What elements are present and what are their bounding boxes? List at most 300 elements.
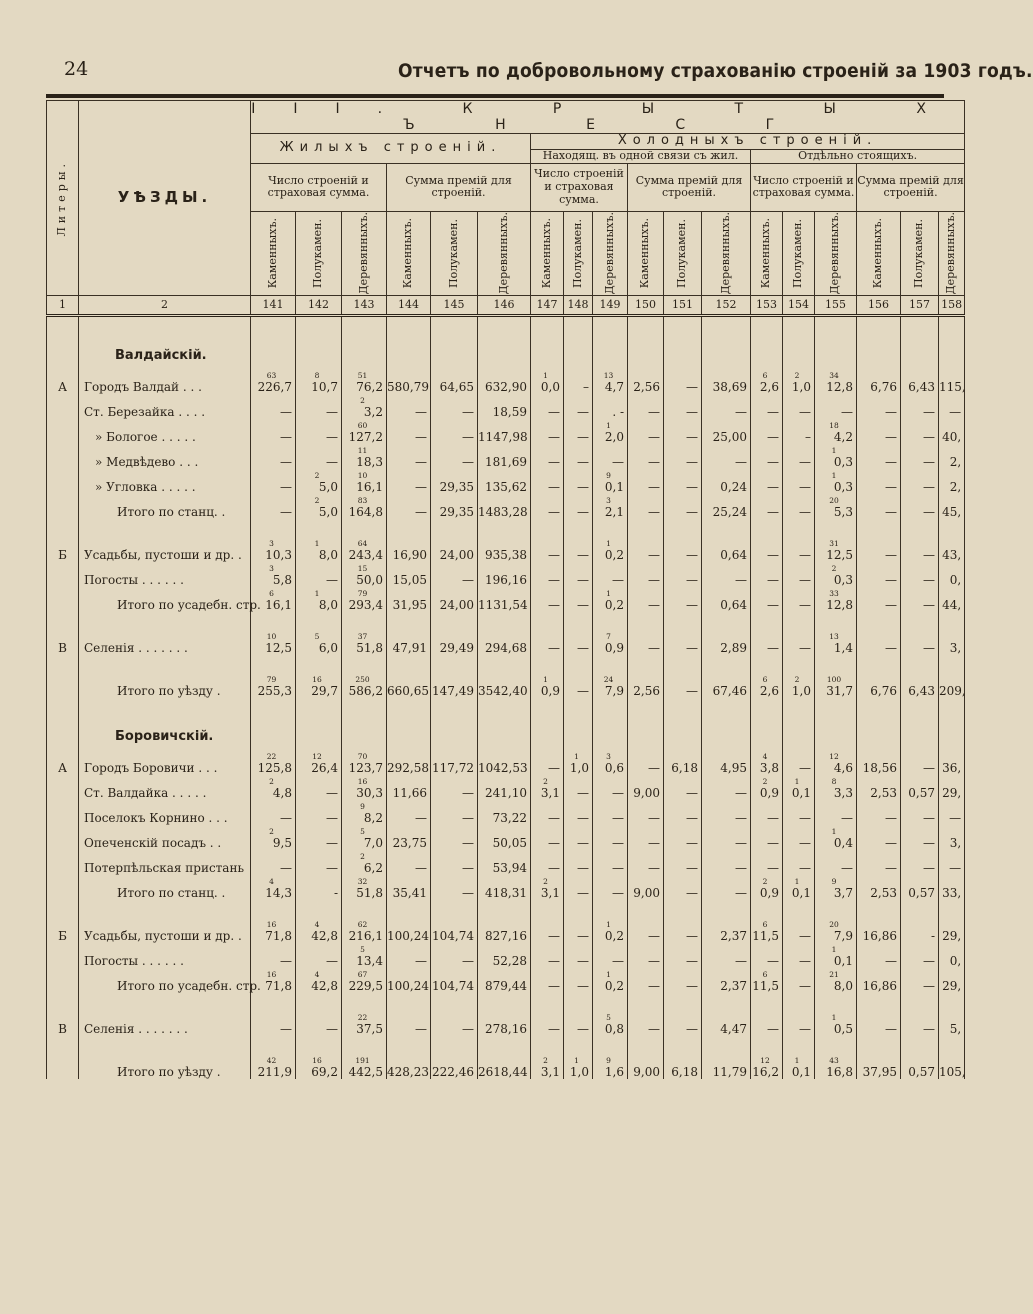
building-count (628, 777, 660, 786)
building-count (564, 632, 589, 641)
value-cell (531, 800, 564, 825)
amount: 1131,54 (478, 597, 528, 612)
amount: — (799, 928, 811, 943)
building-count (702, 877, 747, 886)
value-cell (815, 1054, 857, 1079)
amount: 100,24 (387, 928, 429, 943)
value-cell (296, 1054, 342, 1079)
value-cell (702, 562, 751, 587)
spacer-row (47, 1036, 965, 1054)
header-premium-detached: Сумма премій для строеній. (857, 163, 965, 211)
building-count (564, 945, 589, 954)
amount: — (612, 860, 624, 875)
amount: — (577, 640, 589, 655)
value-cell (783, 537, 815, 562)
empty-cell (939, 716, 965, 750)
amount: — (415, 504, 427, 519)
place-name: » Бологое . . . . . (79, 419, 251, 444)
place-name: Итого по станц. . (79, 494, 251, 519)
header-section: III. К Р Ы Т Ы Х Ъ Н Е С Г (251, 101, 964, 134)
amount: — (686, 597, 698, 612)
amount: 69,2 (311, 1064, 338, 1079)
building-count (751, 945, 779, 954)
building-count (531, 827, 560, 836)
building-count (664, 589, 698, 598)
building-count (702, 852, 747, 861)
amount: — (415, 953, 427, 968)
amount: 0,2 (604, 978, 624, 993)
building-count (431, 632, 474, 641)
building-count (901, 471, 935, 480)
amount: 117,72 (432, 760, 474, 775)
value-cell (664, 587, 702, 612)
value-cell (857, 673, 901, 698)
value-cell (857, 775, 901, 800)
spacer-cell (387, 900, 431, 918)
value-cell (431, 1054, 478, 1079)
amount: 30,3 (356, 785, 383, 800)
building-count: 100 (826, 674, 842, 684)
amount: — (767, 597, 779, 612)
value-cell (664, 968, 702, 993)
building-count (664, 970, 698, 979)
amount: 135,62 (485, 479, 527, 494)
amount: — (462, 572, 474, 587)
column-number: 156 (857, 295, 901, 315)
building-count: 79 (266, 674, 277, 684)
building-count (783, 827, 811, 836)
amount: 660,65 (387, 683, 429, 698)
value-cell (815, 537, 857, 562)
spacer-cell (815, 315, 857, 335)
value-cell (702, 750, 751, 775)
building-count (783, 802, 811, 811)
spacer-cell (47, 655, 79, 673)
amount: — (686, 835, 698, 850)
spacer-cell (431, 1036, 478, 1054)
building-count (815, 852, 853, 861)
amount: 76,2 (356, 379, 383, 394)
spacer-cell (47, 698, 79, 716)
spacer-cell (815, 612, 857, 630)
amount: — (548, 640, 560, 655)
amount: 9,00 (633, 1064, 660, 1079)
empty-cell (564, 335, 593, 369)
spacer-cell (296, 1036, 342, 1054)
building-count (431, 945, 474, 954)
column-number: 144 (387, 295, 431, 315)
building-count (702, 371, 747, 380)
value-cell (531, 562, 564, 587)
amount: — (735, 404, 747, 419)
value-cell (783, 850, 815, 875)
amount: 40, (942, 429, 962, 444)
value-cell (815, 673, 857, 698)
building-count (664, 877, 698, 886)
building-count (564, 1013, 589, 1022)
amount: — (415, 404, 427, 419)
building-count (593, 777, 624, 786)
building-count (593, 396, 624, 405)
value-cell (593, 394, 628, 419)
amount: — (612, 785, 624, 800)
spacer-cell (564, 1036, 593, 1054)
value-cell (628, 918, 664, 943)
spacer-row (47, 993, 965, 1011)
table-row (47, 469, 965, 494)
building-count (857, 777, 897, 786)
building-count (431, 777, 474, 786)
amount: — (612, 810, 624, 825)
building-count: 4 (314, 969, 320, 979)
amount: — (612, 835, 624, 850)
building-count (251, 396, 292, 405)
value-cell (815, 968, 857, 993)
empty-cell (664, 335, 702, 369)
building-count (702, 396, 747, 405)
building-count (901, 496, 935, 505)
amount: — (767, 835, 779, 850)
value-cell (342, 875, 387, 900)
value-cell (857, 1054, 901, 1079)
amount: — (686, 547, 698, 562)
value-cell (478, 673, 531, 698)
spacer-cell (478, 612, 531, 630)
litera-cell (47, 469, 79, 494)
spacer-cell (702, 993, 751, 1011)
amount: 13,4 (356, 953, 383, 968)
value-cell (751, 562, 783, 587)
spacer-cell (593, 315, 628, 335)
value-cell (564, 775, 593, 800)
value-cell (478, 469, 531, 494)
spacer-cell (79, 1036, 251, 1054)
amount: — (648, 597, 660, 612)
building-count (387, 752, 427, 761)
building-count: 9 (360, 801, 365, 811)
amount: 16,2 (752, 1064, 779, 1079)
amount: — (612, 572, 624, 587)
empty-cell (251, 335, 296, 369)
header-derev: Деревянныхъ. (593, 211, 628, 295)
amount: 29, (942, 978, 962, 993)
empty-cell (531, 716, 564, 750)
building-count: 2 (360, 395, 365, 405)
amount: 51,8 (356, 640, 383, 655)
amount: 580,79 (387, 379, 429, 394)
building-count: 8 (314, 370, 320, 380)
building-count: 34 (829, 370, 839, 380)
amount: — (735, 572, 747, 587)
value-cell (901, 630, 939, 655)
header-derev: Деревянныхъ. (815, 211, 857, 295)
building-count (478, 564, 527, 573)
value-cell (815, 943, 857, 968)
amount: — (577, 928, 589, 943)
header-cold: Холодныхъ строеній. (531, 134, 965, 150)
amount: — (686, 640, 698, 655)
building-count (664, 446, 698, 455)
amount: 42,8 (311, 928, 338, 943)
building-count (628, 970, 660, 979)
amount: — (577, 683, 589, 698)
building-count (628, 564, 660, 573)
spacer-cell (342, 900, 387, 918)
amount: 1,0 (791, 379, 811, 394)
value-cell (531, 469, 564, 494)
spacer-cell (296, 900, 342, 918)
building-count (478, 446, 527, 455)
amount: 2,53 (870, 885, 897, 900)
value-cell (664, 369, 702, 394)
spacer-cell (531, 993, 564, 1011)
building-count (564, 496, 589, 505)
building-count (387, 421, 427, 430)
value-cell (342, 775, 387, 800)
value-cell (751, 587, 783, 612)
amount: 1,6 (604, 1064, 624, 1079)
building-count (857, 827, 897, 836)
value-cell (702, 1054, 751, 1079)
spacer-cell (564, 698, 593, 716)
spacer-cell (387, 993, 431, 1011)
value-cell (387, 537, 431, 562)
building-count (783, 1013, 811, 1022)
amount: — (462, 860, 474, 875)
spacer-cell (342, 993, 387, 1011)
building-count: 1 (831, 445, 837, 455)
empty-cell (783, 335, 815, 369)
empty-cell (901, 716, 939, 750)
building-count (628, 675, 660, 684)
building-count: 2 (762, 876, 768, 886)
spacer-cell (564, 315, 593, 335)
building-count (564, 827, 589, 836)
amount: — (923, 504, 935, 519)
spacer-cell (564, 993, 593, 1011)
amount: 8,0 (318, 547, 338, 562)
building-count (431, 802, 474, 811)
amount: — (577, 978, 589, 993)
spacer-cell (751, 900, 783, 918)
value-cell (939, 775, 965, 800)
value-cell (564, 562, 593, 587)
amount: 14,3 (265, 885, 292, 900)
building-count (478, 675, 527, 684)
column-number: 146 (478, 295, 531, 315)
value-cell (783, 968, 815, 993)
building-count (857, 496, 897, 505)
value-cell (783, 630, 815, 655)
empty-cell (702, 335, 751, 369)
building-count (901, 632, 935, 641)
amount: 0,9 (604, 640, 624, 655)
header-litery: Литеры. (47, 101, 79, 296)
header-kamen: Каменныхъ. (628, 211, 664, 295)
value-cell (751, 825, 783, 850)
amount: 632,90 (485, 379, 527, 394)
spacer-cell (901, 655, 939, 673)
table-row (47, 850, 965, 875)
amount: — (548, 953, 560, 968)
amount: — (462, 404, 474, 419)
spacer-cell (478, 993, 531, 1011)
building-count (939, 471, 961, 480)
building-count (296, 421, 338, 430)
table-row (47, 369, 965, 394)
value-cell (342, 369, 387, 394)
building-count (857, 589, 897, 598)
amount: 181,69 (485, 454, 527, 469)
building-count (564, 802, 589, 811)
spacer-cell (431, 655, 478, 673)
amount: — (686, 572, 698, 587)
value-cell (664, 875, 702, 900)
district-name: Боровичскій. (79, 716, 251, 750)
value-cell (751, 850, 783, 875)
amount: 104,74 (432, 978, 474, 993)
building-count: 1 (831, 944, 837, 954)
spacer-cell (593, 519, 628, 537)
building-count (296, 827, 338, 836)
amount: . - (612, 404, 624, 419)
spacer-cell (296, 993, 342, 1011)
value-cell (664, 850, 702, 875)
amount: — (326, 429, 338, 444)
amount: 45, (942, 504, 962, 519)
amount: — (577, 860, 589, 875)
amount: 6,76 (870, 379, 897, 394)
building-count (939, 1056, 961, 1065)
building-count (387, 589, 427, 598)
amount: 29,35 (439, 479, 474, 494)
header-kamen: Каменныхъ. (387, 211, 431, 295)
building-count (783, 920, 811, 929)
amount: — (462, 835, 474, 850)
building-count: 16 (266, 969, 277, 979)
value-cell (387, 850, 431, 875)
value-cell (564, 1011, 593, 1036)
building-count: 3 (269, 563, 274, 573)
value-cell (431, 537, 478, 562)
place-name: » Медвѣдево . . . (79, 444, 251, 469)
building-count: 3 (606, 495, 611, 505)
spacer-cell (387, 655, 431, 673)
building-count: 12 (829, 751, 839, 761)
amount: 292,58 (387, 760, 429, 775)
amount: 0,9 (759, 785, 779, 800)
building-count (702, 421, 747, 430)
building-count: 191 (355, 1055, 370, 1065)
building-count (531, 539, 560, 548)
empty-cell (857, 716, 901, 750)
building-count (815, 396, 853, 405)
value-cell (939, 800, 965, 825)
value-cell (783, 587, 815, 612)
building-count: 79 (357, 588, 368, 598)
value-cell (564, 587, 593, 612)
building-count (387, 371, 427, 380)
value-cell (342, 537, 387, 562)
amount: 0,1 (833, 953, 853, 968)
amount: — (735, 860, 747, 875)
header-derev: Деревянныхъ. (478, 211, 531, 295)
building-count (783, 632, 811, 641)
building-count: 1 (543, 370, 548, 380)
value-cell (387, 394, 431, 419)
amount: — (577, 404, 589, 419)
amount: 31,7 (826, 683, 853, 698)
amount: — (548, 978, 560, 993)
value-cell (901, 444, 939, 469)
header-count-sum-detached: Число строеній и страховая сумма. (751, 163, 857, 211)
building-count (628, 752, 660, 761)
spacer-cell (939, 993, 965, 1011)
value-cell (431, 775, 478, 800)
amount: - (333, 885, 338, 900)
building-count: 6 (762, 919, 768, 929)
spacer-cell (815, 698, 857, 716)
value-cell (564, 494, 593, 519)
building-count (702, 752, 747, 761)
value-cell (593, 494, 628, 519)
amount: 6,43 (908, 683, 935, 698)
building-count: 6 (269, 588, 274, 598)
building-count (431, 852, 474, 861)
amount: — (799, 404, 811, 419)
value-cell (564, 444, 593, 469)
value-cell (431, 494, 478, 519)
value-cell (387, 630, 431, 655)
spacer-cell (702, 900, 751, 918)
header-premium-connected: Сумма премій для строеній. (628, 163, 751, 211)
building-count (901, 827, 935, 836)
spacer-cell (251, 519, 296, 537)
building-count (431, 396, 474, 405)
building-count (531, 802, 560, 811)
value-cell (531, 875, 564, 900)
value-cell (342, 587, 387, 612)
amount: 5,0 (318, 504, 338, 519)
header-premium-living: Сумма премій для строеній. (387, 163, 531, 211)
spacer-cell (431, 900, 478, 918)
value-cell (628, 369, 664, 394)
amount: 0,9 (540, 683, 560, 698)
building-count (593, 877, 624, 886)
spacer-row (47, 900, 965, 918)
amount: — (326, 785, 338, 800)
spacer-cell (857, 698, 901, 716)
spacer-cell (593, 993, 628, 1011)
value-cell (478, 630, 531, 655)
empty-cell (387, 335, 431, 369)
building-count: 83 (357, 495, 368, 505)
value-cell (564, 750, 593, 775)
value-cell (815, 1011, 857, 1036)
building-count (939, 970, 961, 979)
value-cell (251, 1054, 296, 1079)
value-cell (628, 1054, 664, 1079)
header-detached: Отдѣльно стоящихъ. (751, 150, 965, 164)
amount: 0,64 (720, 597, 747, 612)
value-cell (531, 850, 564, 875)
spacer-cell (783, 519, 815, 537)
amount: 16,1 (356, 479, 383, 494)
building-count (664, 1013, 698, 1022)
building-count: 1 (606, 969, 611, 979)
value-cell (702, 369, 751, 394)
spacer-cell (628, 519, 664, 537)
